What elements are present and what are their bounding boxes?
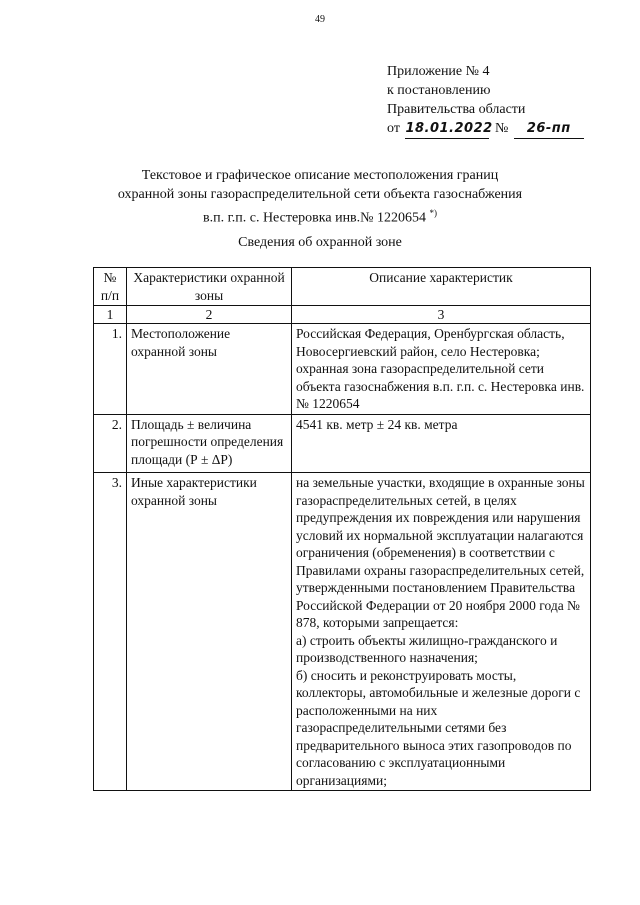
list-item: а) строить объекты жилищно-гражданского и производственного назначения; [296,632,558,665]
title-line-3-text: в.п. г.п. с. Нестеровка инв.№ 1220654 [202,210,427,226]
document-title [60,166,580,228]
column-number-row [94,306,591,324]
row-description: на земельные участки, входящие в охранные зоны газораспределительных сетей, в целях предупреждения их повреждения или нарушения условий их нормальной эксплуатации налагаются ограничения (обременения) в соответствии с Правилами охраны газораспределительных сетей, утвержденными постановлением Правительства Российской Федерации от 20 ноября 2000 года № 878, которыми запрещается: [296,475,585,630]
table-header-row [94,268,591,306]
column-number-1: 1 [94,306,127,324]
list-item: б) сносить и реконструировать мосты, коллекторы, автомобильные и железные дороги с расположенными на них газораспределительными сетями без предварительного выноса этих газопроводов по согласованию с эксплуатационными организациями; [296,667,581,788]
handwritten-date: 18.01.2022 [405,119,489,139]
row-description-cell [292,473,591,791]
date-prefix: от [387,121,400,136]
header-description: Описание характеристик [292,268,591,306]
title-line-1: Текстовое и графическое описание местоположения границ [141,168,499,183]
row-number: 1. [94,324,127,415]
appendix-header [387,62,584,139]
number-prefix: № [494,121,509,136]
table-row [94,324,591,415]
appendix-line-2: к постановлению [387,83,491,98]
row-characteristic: Местоположение охранной зоны [127,324,292,415]
appendix-line-3: Правительства области [387,102,526,117]
table-row [94,473,591,791]
appendix-date-line [387,119,584,139]
title-line-2: охранной зоны газораспределительной сети объекта газоснабжения [117,187,523,202]
row-description: 4541 кв. метр ± 24 кв. метра [292,414,591,473]
column-number-3: 3 [292,306,591,324]
appendix-line-1: Приложение № 4 [387,64,490,79]
header-number: № п/п [94,268,127,306]
row-number: 2. [94,414,127,473]
handwritten-number: 26-пп [514,119,584,139]
row-characteristic: Иные характеристики охранной зоны [127,473,292,791]
section-subtitle: Сведения об охранной зоне [238,235,402,250]
page-number: 49 [315,14,325,25]
title-line-3 [60,204,580,228]
zone-info-table [93,267,591,791]
column-number-2: 2 [127,306,292,324]
footnote-mark: *) [429,208,438,218]
table-row [94,414,591,473]
row-number: 3. [94,473,127,791]
row-characteristic: Площадь ± величина погрешности определения площади (Р ± ΔР) [127,414,292,473]
header-characteristic: Характеристики охранной зоны [127,268,292,306]
row-description: Российская Федерация, Оренбургская область, Новосергиевский район, село Нестеровка; охранная зона газораспределительной сети объекта газоснабжения в.п. г.п. с. Нестеровка инв.№ 1220654 [292,324,591,415]
